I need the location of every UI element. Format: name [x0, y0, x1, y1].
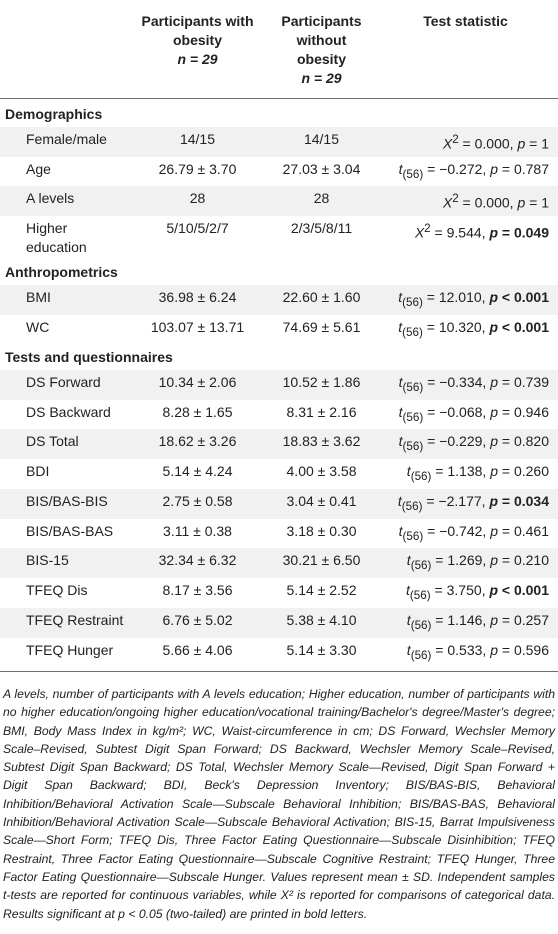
- row-label: BMI: [0, 285, 125, 315]
- value-obese: 28: [125, 186, 270, 216]
- value-nonobese: 2/3/5/8/11: [290, 220, 353, 237]
- value-nonobese: 18.83 ± 3.62: [270, 429, 373, 459]
- value-obese: 10.34 ± 2.06: [125, 370, 270, 400]
- header-nonobese-line-1: Participants: [281, 13, 362, 29]
- test-statistic: $t_{(56)} = 1.138$, p = 0.260: [406, 463, 549, 483]
- table-row: [0, 127, 558, 157]
- header-nonobese: [270, 0, 373, 99]
- header-obese-line-2: obesity: [172, 32, 222, 48]
- value-obese: 5/10/5/2/7: [166, 220, 229, 237]
- table-row: [0, 578, 558, 608]
- row-label: TFEQ Hunger: [0, 638, 125, 671]
- test-statistic: $t_{(56)} = -0.742$, p = 0.461: [398, 522, 549, 543]
- row-label: A levels: [0, 186, 125, 216]
- test-statistic: $t_{(56)} = 1.269$, p = 0.210: [373, 548, 558, 578]
- test-statistic: $X^2 = 0.000$, p = 1: [373, 186, 558, 216]
- test-statistic: $X^2 = 9.544$, p = 0.049: [414, 222, 549, 241]
- test-statistic: $t_{(56)} = 12.010$, p < 0.001: [373, 285, 558, 315]
- section-title: Demographics: [5, 106, 103, 122]
- value-obese: 103.07 ± 13.71: [150, 318, 245, 335]
- value-obese: 8.17 ± 3.56: [162, 582, 233, 599]
- row-label: Female/male: [0, 127, 125, 157]
- value-obese: 26.79 ± 3.70: [158, 160, 237, 177]
- table-row: [0, 519, 558, 549]
- table-row: [0, 157, 558, 187]
- test-statistic: $t_{(56)} = -0.229$, p = 0.820: [373, 429, 558, 459]
- table-row: [0, 186, 558, 216]
- header-nonobese-line-2: without: [296, 32, 347, 48]
- value-nonobese: 27.03 ± 3.04: [282, 160, 361, 177]
- value-obese: 5.66 ± 4.06: [125, 638, 270, 671]
- row-label: DS Total: [0, 429, 125, 459]
- value-nonobese: 5.38 ± 4.10: [270, 608, 373, 638]
- row-label: BDI: [26, 463, 50, 480]
- header-obese-n: n = 29: [177, 51, 218, 67]
- value-nonobese: 3.18 ± 0.30: [286, 522, 357, 539]
- row-label: TFEQ Restraint: [0, 608, 125, 638]
- value-obese: 6.76 ± 5.02: [125, 608, 270, 638]
- header-obese: [125, 0, 270, 99]
- row-label: Higher education: [26, 220, 87, 256]
- value-obese: 18.62 ± 3.26: [125, 429, 270, 459]
- test-statistic: $t_{(56)} = 1.146$, p = 0.257: [373, 608, 558, 638]
- value-nonobese: 5.14 ± 3.30: [270, 638, 373, 671]
- test-statistic: $t_{(56)} = -2.177$, p = 0.034: [373, 489, 558, 519]
- value-obese: 2.75 ± 0.58: [125, 489, 270, 519]
- row-label: DS Backward: [26, 403, 111, 420]
- header-test-statistic: Test statistic: [373, 0, 558, 99]
- value-obese: 3.11 ± 0.38: [163, 522, 232, 539]
- value-obese: 14/15: [125, 127, 270, 157]
- row-label: BIS/BAS-BAS: [26, 522, 114, 539]
- value-nonobese: 22.60 ± 1.60: [270, 285, 373, 315]
- table-row: [0, 315, 558, 345]
- value-nonobese: 4.00 ± 3.58: [286, 463, 357, 480]
- value-obese: 32.34 ± 6.32: [125, 548, 270, 578]
- table-row: [0, 459, 558, 489]
- table-footnote: A levels, number of participants with A levels education; Higher education, number of participants with no higher education/ongoing higher education/vocational training/Bachelor's degree/Master's degree; BMI, Body Mass Index in kg/m²; WC, Waist-circumference in cm; DS Forward, Wechsler Memory Scale–Revised, Subtest Digit Span Forward; DS Backward, Wechsler Memory Scale–Revised, Subtest Digit Span Backward; DS Total, Wechsler Memory Scale—Revised, Digit Span Forward + Digit Span Backward; BDI, Beck's Depression Inventory; BIS/BAS-BIS, Behavioral Inhibition/Behavioral Activation Scale—Subscale Behavioral Inhibition; BIS/BAS-BAS, Behavioral Inhibition/Behavioral Activation Scale—Subscale Behavioral Activation; BIS-15, Barrat Impulsiveness Scale—Short Form; TFEQ Dis, Three Factor Eating Questionnaire—Subscale Disinhibition; TFEQ Restraint, Three Factor Eating Questionnaire—Subscale Cognitive Restraint; TFEQ Hunger, Three Factor Eating Questionnaire—Subscale Hunger. Values represent mean ± SD. Independent samples t-tests are reported for continuous variables, while X² is reported for comparisons of categorical data. Results significant at p < 0.05 (two-tailed) are printed in bold letters.: [3, 687, 555, 921]
- row-label: DS Forward: [0, 370, 125, 400]
- table-row: [0, 548, 558, 578]
- table-row: [0, 489, 558, 519]
- value-nonobese: 8.31 ± 2.16: [286, 403, 357, 420]
- table-row: [0, 638, 558, 671]
- header-nonobese-n: n = 29: [301, 70, 342, 86]
- row-label: BIS/BAS-BIS: [0, 489, 125, 519]
- value-nonobese: 30.21 ± 6.50: [270, 548, 373, 578]
- section-row: [0, 99, 558, 128]
- test-statistic: $t_{(56)} = 0.533$, p = 0.596: [373, 638, 558, 671]
- table-header: [0, 0, 558, 99]
- header-obese-line-1: Participants with: [141, 13, 254, 29]
- value-nonobese: 10.52 ± 1.86: [270, 370, 373, 400]
- header-blank: [0, 0, 125, 99]
- value-nonobese: 3.04 ± 0.41: [270, 489, 373, 519]
- table-row: [0, 608, 558, 638]
- test-statistic: $t_{(56)} = -0.068$, p = 0.946: [398, 403, 549, 424]
- row-label: BIS-15: [0, 548, 125, 578]
- section-title: Anthropometrics: [5, 264, 118, 281]
- table-row: [0, 400, 558, 430]
- test-statistic: $t_{(56)} = -0.272$, p = 0.787: [398, 160, 549, 181]
- value-nonobese: 14/15: [270, 127, 373, 157]
- section-row: [0, 345, 558, 370]
- table-row: [0, 429, 558, 459]
- row-label: TFEQ Dis: [26, 582, 88, 599]
- header-nonobese-line-3: obesity: [296, 51, 346, 67]
- value-obese: 8.28 ± 1.65: [162, 403, 233, 420]
- test-statistic: $t_{(56)} = 10.320$, p < 0.001: [398, 318, 549, 339]
- value-obese: 5.14 ± 4.24: [162, 463, 233, 480]
- table-body: [0, 99, 558, 672]
- table-row: [0, 370, 558, 400]
- row-label: WC: [26, 318, 50, 335]
- test-statistic: $t_{(56)} = 3.750$, p < 0.001: [406, 582, 549, 603]
- section-row: [0, 260, 558, 285]
- test-statistic: $t_{(56)} = -0.334$, p = 0.739: [373, 370, 558, 400]
- value-nonobese: 5.14 ± 2.52: [286, 582, 357, 599]
- table-row: [0, 285, 558, 315]
- row-label: Age: [26, 160, 51, 177]
- table-row: [0, 216, 558, 260]
- value-nonobese: 74.69 ± 5.61: [282, 318, 361, 335]
- section-title: Tests and questionnaires: [5, 348, 173, 365]
- value-obese: 36.98 ± 6.24: [125, 285, 270, 315]
- test-statistic: $X^2 = 0.000$, p = 1: [373, 127, 558, 157]
- value-nonobese: 28: [270, 186, 373, 216]
